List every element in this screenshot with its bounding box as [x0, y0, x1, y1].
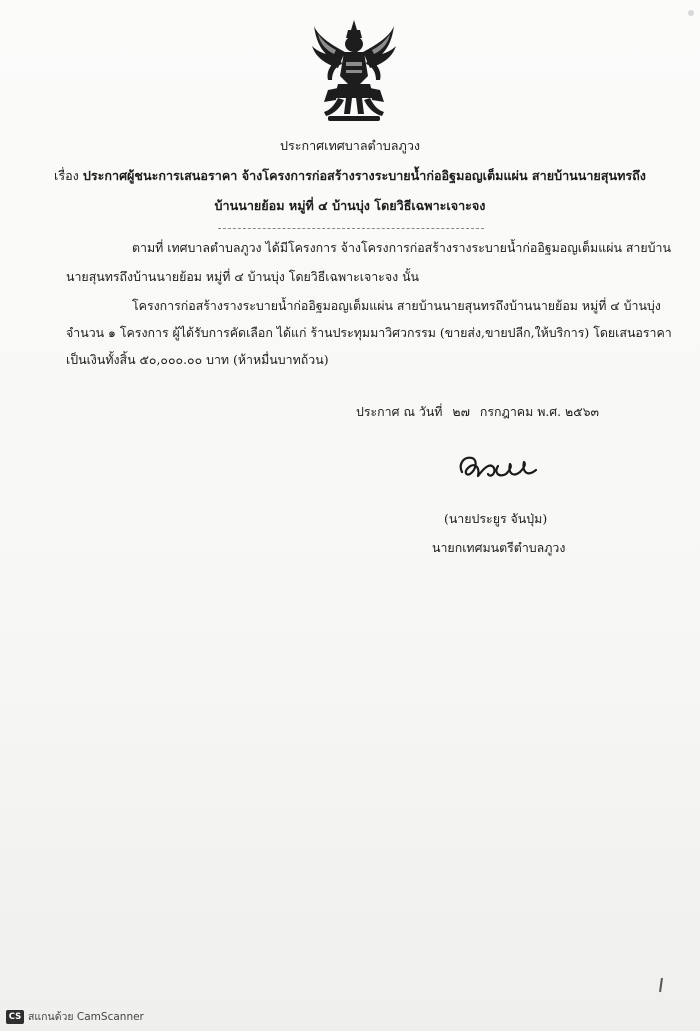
- organization-title: ประกาศเทศบาลตำบลภูวง: [279, 138, 421, 153]
- header-divider: [218, 228, 484, 229]
- para1-line-2: นายสุนทรถึงบ้านนายย้อม หมู่ที่ ๔ บ้านบุ่ง โดยวิธีเฉพาะเจาะจง นั้น: [66, 269, 420, 284]
- subject-prefix: เรื่อง: [54, 168, 79, 183]
- para1-line-1: ตามที่ เทศบาลตำบลภูวง ได้มีโครงการ จ้างโครงการก่อสร้างรางระบายน้ำก่ออิฐมอญเต็มแผ่น สายบ้าน: [132, 240, 671, 255]
- scan-artifact: [688, 10, 694, 16]
- subject-line-1: [0, 166, 700, 186]
- scanner-watermark: [6, 1008, 144, 1025]
- camscanner-logo-icon: CS: [6, 1010, 24, 1024]
- para2-line-1: โครงการก่อสร้างรางระบายน้ำก่ออิฐมอญเต็มแผ่น สายบ้านนายสุนทรถึงบ้านนายย้อม หมู่ที่ ๔ บ้านบุ่ง: [132, 298, 661, 313]
- subject-text-1: ประกาศผู้ชนะการเสนอราคา จ้างโครงการก่อสร้างรางระบายน้ำก่ออิฐมอญเต็มแผ่น สายบ้านนายสุนทรถึง: [82, 168, 646, 183]
- scanner-text: สแกนด้วย CamScanner: [28, 1011, 144, 1023]
- scan-mark: [659, 978, 663, 992]
- para2-line-3: เป็นเงินทั้งสิ้น ๕๐,๐๐๐.๐๐ บาท (ห้าหมื่นบาทถ้วน): [66, 352, 329, 367]
- announce-prefix: ประกาศ ณ วันที่: [356, 404, 443, 419]
- announce-month-year: กรกฎาคม พ.ศ. ๒๕๖๓: [479, 404, 599, 419]
- garuda-emblem-icon: [308, 18, 400, 126]
- handwritten-signature: [454, 448, 544, 488]
- para2-line-2: จำนวน ๑ โครงการ ผู้ได้รับการคัดเลือก ได้แก่ ร้านประทุมมาวิศวกรรม (ขายส่ง,ขายปลีก,ให้บริการ) โดยเสนอราคา: [66, 325, 672, 340]
- announcement-date: [356, 403, 599, 422]
- subject-line-2: บ้านนายย้อม หมู่ที่ ๔ บ้านบุ่ง โดยวิธีเฉพาะเจาะจง: [214, 198, 486, 213]
- signer-name: (นายประยูร จันปุ่ม): [444, 511, 548, 526]
- signer-position: นายกเทศมนตรีตำบลภูวง: [432, 540, 566, 555]
- announce-day: ๒๗: [452, 404, 470, 419]
